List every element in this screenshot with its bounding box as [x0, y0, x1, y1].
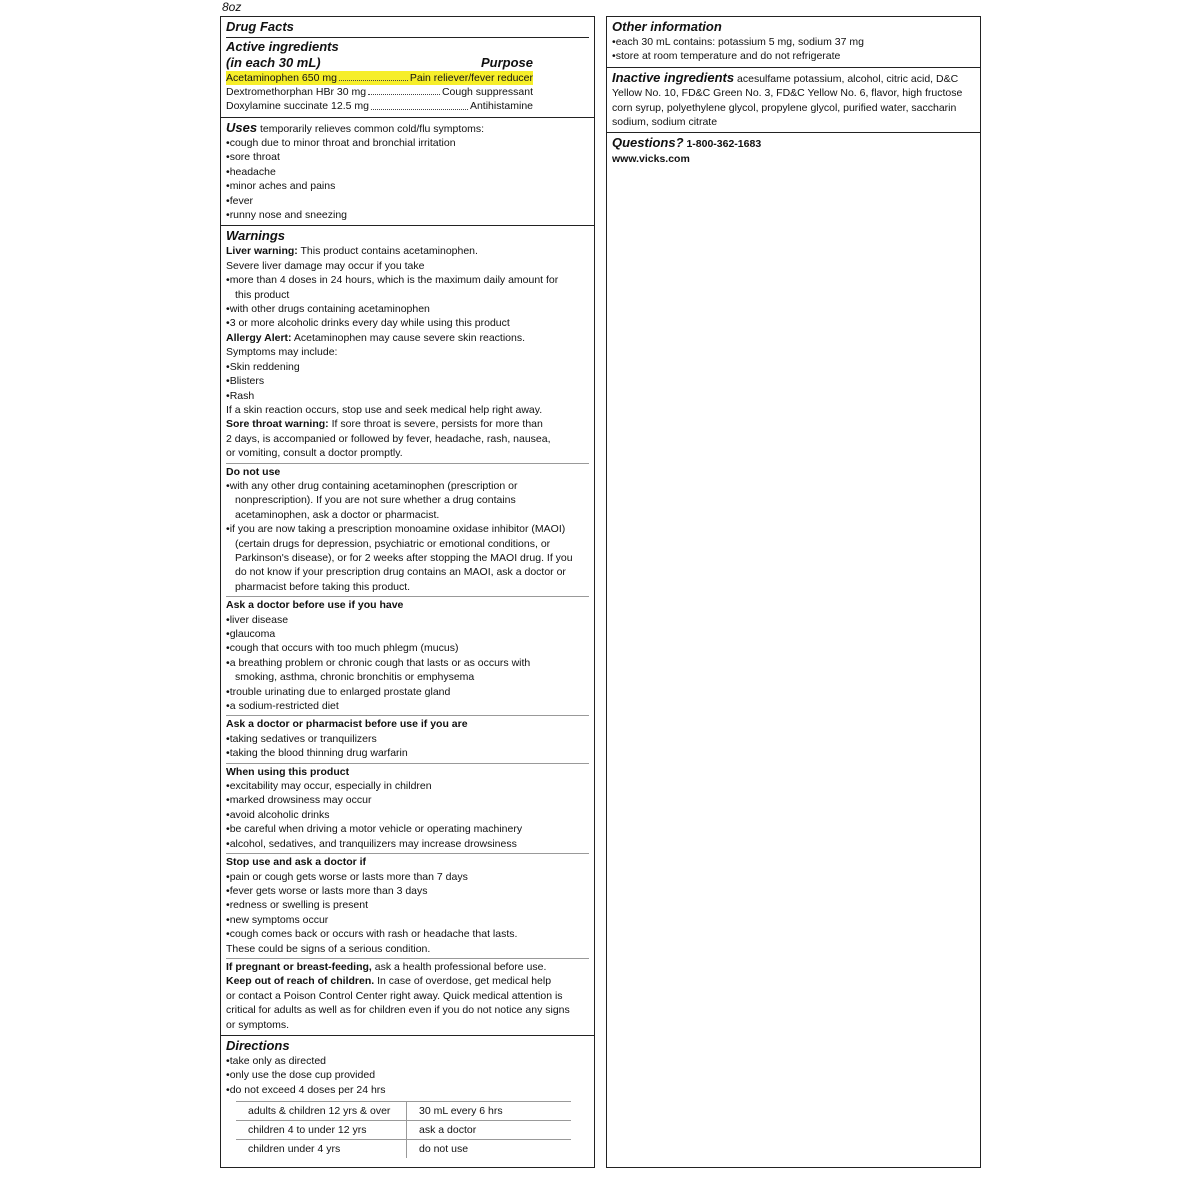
- uses-intro: temporarily relieves common cold/flu symptoms:: [260, 122, 485, 135]
- pregnancy-keep-away-subsection: [226, 958, 589, 1032]
- list-item: • new symptoms occur: [226, 913, 589, 927]
- stop-use-subsection: [226, 853, 589, 956]
- list-item: • 3 or more alcoholic drinks every day while using this product: [226, 316, 589, 330]
- do-not-use-heading: Do not use: [226, 465, 281, 478]
- list-item: • fever: [226, 194, 589, 208]
- stop-use-heading: Stop use and ask a doctor if: [226, 856, 367, 869]
- list-item: • store at room temperature and do not refrigerate: [612, 49, 975, 63]
- drug-facts-left-panel: [220, 16, 595, 1168]
- list-item: • minor aches and pains: [226, 179, 589, 193]
- list-item: • with any other drug containing acetaminophen (prescription or: [226, 479, 589, 493]
- dosage-table: [236, 1101, 571, 1158]
- questions-website: www.vicks.com: [612, 152, 690, 165]
- questions-section: [607, 133, 980, 169]
- sore-throat-text: If sore throat is severe, persists for more than: [331, 418, 543, 431]
- warnings-section: [221, 226, 594, 1036]
- table-row: [236, 1102, 571, 1121]
- list-item: • cough due to minor throat and bronchial irritation: [226, 136, 589, 150]
- stop-use-after: These could be signs of a serious condition.: [226, 942, 431, 955]
- table-cell: adults & children 12 yrs & over: [236, 1102, 407, 1121]
- list-item: • do not exceed 4 doses per 24 hrs: [226, 1083, 589, 1097]
- ingredient-purpose: Cough suppressant: [441, 86, 533, 99]
- list-item: • if you are now taking a prescription monoamine oxidase inhibitor (MAOI): [226, 522, 589, 536]
- inactive-ingredients-line: corn syrup, polyethylene glycol, propylene glycol, purified water, saccharin: [612, 101, 957, 114]
- when-using-subsection: [226, 763, 589, 851]
- list-item: • cough that occurs with too much phlegm (mucus): [226, 641, 589, 655]
- active-ingredients-heading: Active ingredients: [226, 39, 339, 54]
- table-cell: children under 4 yrs: [236, 1140, 407, 1159]
- list-item: • redness or swelling is present: [226, 898, 589, 912]
- ask-pharmacist-subsection: [226, 715, 589, 760]
- inactive-ingredients-line: sodium, sodium citrate: [612, 116, 718, 129]
- list-item: • runny nose and sneezing: [226, 208, 589, 222]
- ingredient-row: [226, 71, 533, 85]
- allergy-alert-line: Symptoms may include:: [226, 346, 338, 359]
- list-item: • more than 4 doses in 24 hours, which is the maximum daily amount for: [226, 273, 589, 287]
- drug-facts-title: Drug Facts: [226, 19, 294, 34]
- inactive-ingredients-line: Yellow No. 10, FD&C Green No. 3, FD&C Yellow No. 6, flavor, high fructose: [612, 87, 963, 100]
- list-item: • taking sedatives or tranquilizers: [226, 732, 589, 746]
- ask-doctor-subsection: [226, 596, 589, 713]
- ingredient-purpose: Antihistamine: [469, 100, 533, 113]
- list-item: • marked drowsiness may occur: [226, 793, 589, 807]
- keep-out-label: Keep out of reach of children.: [226, 975, 375, 988]
- when-using-heading: When using this product: [226, 765, 350, 778]
- liver-warning-label: Liver warning:: [226, 245, 298, 258]
- table-row: [236, 1121, 571, 1140]
- uses-section: [221, 118, 594, 227]
- list-item-continued: pharmacist before taking this product.: [235, 580, 411, 593]
- directions-section: [221, 1036, 594, 1161]
- list-item-continued: do not know if your prescription drug contains an MAOI, ask a doctor or: [235, 566, 566, 579]
- do-not-use-subsection: [226, 463, 589, 595]
- inactive-ingredients-section: [607, 68, 980, 134]
- list-item-continued: Parkinson's disease), or for 2 weeks after stopping the MAOI drug. If you: [235, 551, 573, 564]
- table-cell: ask a doctor: [407, 1121, 572, 1140]
- list-item: • liver disease: [226, 613, 589, 627]
- liver-warning-text: This product contains acetaminophen.: [300, 245, 478, 258]
- questions-phone: 1-800-362-1683: [686, 138, 762, 151]
- list-item: • cough comes back or occurs with rash or headache that lasts.: [226, 927, 589, 941]
- list-item: • headache: [226, 165, 589, 179]
- sore-throat-line: or vomiting, consult a doctor promptly.: [226, 447, 403, 460]
- list-item-continued: acetaminophen, ask a doctor or pharmacist.: [235, 508, 440, 521]
- list-item-continued: this product: [235, 288, 290, 301]
- list-item: • each 30 mL contains: potassium 5 mg, sodium 37 mg: [612, 35, 975, 49]
- list-item: • sore throat: [226, 150, 589, 164]
- keep-out-line: critical for adults as well as for children even if you do not notice any signs: [226, 1004, 570, 1017]
- list-item: • with other drugs containing acetaminophen: [226, 302, 589, 316]
- warnings-heading: Warnings: [226, 228, 285, 244]
- sore-throat-line: 2 days, is accompanied or followed by fever, headache, rash, nausea,: [226, 432, 551, 445]
- list-item: • a breathing problem or chronic cough that lasts or as occurs with: [226, 656, 589, 670]
- list-item: • fever gets worse or lasts more than 3 days: [226, 884, 589, 898]
- other-information-section: [607, 17, 980, 68]
- liver-warning-line: Severe liver damage may occur if you take: [226, 259, 425, 272]
- ingredient-purpose: Pain reliever/fever reducer: [409, 72, 533, 84]
- allergy-alert-label: Allergy Alert:: [226, 331, 292, 344]
- table-cell: 30 mL every 6 hrs: [407, 1102, 572, 1121]
- pregnant-label: If pregnant or breast-feeding,: [226, 960, 372, 973]
- other-information-heading: Other information: [612, 19, 722, 34]
- ask-pharmacist-heading: Ask a doctor or pharmacist before use if you are: [226, 718, 468, 731]
- list-item: • pain or cough gets worse or lasts more than 7 days: [226, 870, 589, 884]
- list-item: • Rash: [226, 389, 589, 403]
- directions-heading: Directions: [226, 1037, 290, 1053]
- keep-out-text: In case of overdose, get medical help: [377, 975, 552, 988]
- ask-doctor-heading: Ask a doctor before use if you have: [226, 599, 404, 612]
- allergy-alert-after: If a skin reaction occurs, stop use and seek medical help right away.: [226, 403, 543, 416]
- inactive-ingredients-heading: Inactive ingredients: [612, 69, 735, 85]
- list-item: • taking the blood thinning drug warfarin: [226, 746, 589, 760]
- ingredient-row: [226, 85, 533, 99]
- keep-out-line: or contact a Poison Control Center right away. Quick medical attention is: [226, 989, 563, 1002]
- uses-heading: Uses: [226, 119, 258, 135]
- allergy-alert-text: Acetaminophen may cause severe skin reactions.: [293, 331, 526, 344]
- table-cell: do not use: [407, 1140, 572, 1159]
- list-item: • Skin reddening: [226, 360, 589, 374]
- pregnant-text: ask a health professional before use.: [374, 960, 547, 973]
- list-item: • only use the dose cup provided: [226, 1068, 589, 1082]
- ingredient-row: [226, 99, 533, 113]
- list-item: • trouble urinating due to enlarged prostate gland: [226, 685, 589, 699]
- table-row: [236, 1140, 571, 1159]
- list-item: • alcohol, sedatives, and tranquilizers may increase drowsiness: [226, 837, 589, 851]
- purpose-heading: Purpose: [480, 55, 533, 70]
- ingredient-name: Acetaminophen 650 mg: [226, 72, 337, 84]
- drug-facts-right-panel: [606, 16, 981, 1168]
- list-item: • take only as directed: [226, 1054, 589, 1068]
- ingredient-name: Doxylamine succinate 12.5 mg: [226, 100, 369, 113]
- size-label: 8oz: [222, 0, 242, 14]
- list-item-continued: nonprescription). If you are not sure whether a drug contains: [235, 494, 516, 507]
- sore-throat-label: Sore throat warning:: [226, 418, 329, 431]
- list-item: • avoid alcoholic drinks: [226, 808, 589, 822]
- active-ingredients-section: [221, 17, 594, 118]
- ingredient-name: Dextromethorphan HBr 30 mg: [226, 86, 367, 99]
- list-item: • glaucoma: [226, 627, 589, 641]
- table-cell: children 4 to under 12 yrs: [236, 1121, 407, 1140]
- active-ingredients-subheading: (in each 30 mL): [226, 55, 321, 70]
- list-item: • Blisters: [226, 374, 589, 388]
- questions-heading: Questions?: [612, 135, 684, 151]
- list-item: • excitability may occur, especially in children: [226, 779, 589, 793]
- list-item-continued: smoking, asthma, chronic bronchitis or emphysema: [235, 671, 475, 684]
- keep-out-line: or symptoms.: [226, 1018, 290, 1031]
- list-item-continued: (certain drugs for depression, psychiatric or emotional conditions, or: [235, 537, 551, 550]
- list-item: • a sodium-restricted diet: [226, 699, 589, 713]
- inactive-ingredients-text: acesulfame potassium, alcohol, citric acid, D&C: [737, 72, 959, 85]
- list-item: • be careful when driving a motor vehicle or operating machinery: [226, 822, 589, 836]
